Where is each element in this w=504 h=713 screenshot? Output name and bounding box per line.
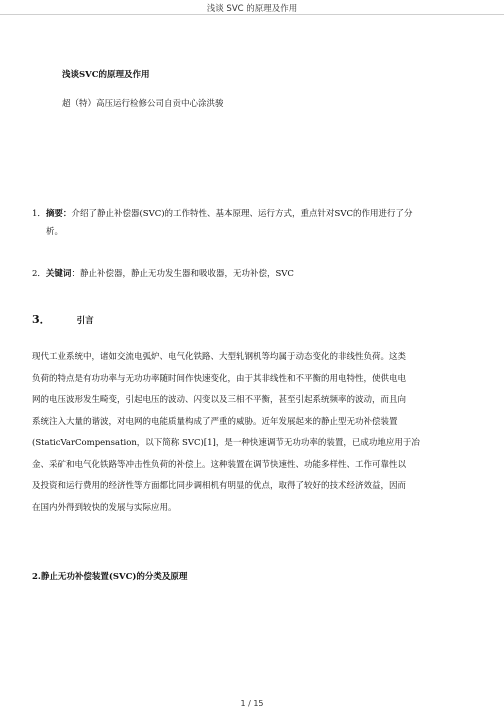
keywords-number: 2． bbox=[32, 269, 46, 279]
header-divider bbox=[0, 14, 504, 15]
section-3-number: 3． bbox=[32, 313, 51, 326]
keywords-label: 关键词 bbox=[45, 269, 72, 279]
keywords-text: ：静止补偿器，静止无功发生器和吸收器，无功补偿，SVC bbox=[71, 269, 294, 279]
intro-line: 在国内外得到较快的发展与实际应用。 bbox=[32, 502, 177, 513]
document-title: 浅谈SVC的原理及作用 bbox=[62, 70, 150, 80]
intro-line: 金、采矿和电气化铁路等冲击性负荷的补偿上。这种装置在调节快速性、功能多样性、工作可靠性以 bbox=[32, 459, 407, 470]
section-2-heading: 2.静止无功补偿装置(SVC)的分类及原理 bbox=[32, 572, 188, 582]
abstract-label: 摘要： bbox=[45, 209, 72, 219]
running-header: 浅谈 SVC 的原理及作用 bbox=[206, 4, 298, 14]
intro-line: 系统注入大量的谐波，对电网的电能质量构成了严重的威胁。近年发展起来的静止型无功补偿装置 bbox=[32, 416, 398, 427]
intro-line: 及投资和运行费用的经济性等方面都比同步调相机有明显的优点，取得了较好的技术经济效益，因而 bbox=[32, 481, 407, 491]
section-3-heading bbox=[32, 311, 94, 327]
intro-line: 现代工业系统中，诸如交流电弧炉、电气化铁路、大型轧钢机等均属于动态变化的非线性负荷。这类 bbox=[32, 352, 407, 362]
keywords-paragraph bbox=[32, 266, 472, 284]
intro-line: 网的电压波形发生畸变，引起电压的波动、闪变以及三相不平衡，甚至引起系统频率的波动，而且向 bbox=[32, 395, 407, 405]
abstract-paragraph bbox=[32, 206, 472, 241]
intro-line: 负荷的特点是有功功率与无功功率随时间作快速变化，由于其非线性和不平衡的用电特性，使供电电 bbox=[32, 373, 407, 384]
page-number: 1 / 15 bbox=[240, 699, 264, 708]
introduction-paragraph bbox=[32, 347, 472, 519]
section-3-title: 引言 bbox=[76, 316, 94, 326]
abstract-number: 1． bbox=[32, 209, 46, 219]
author-line: 超（特）高压运行检修公司自贡中心涂洪骏 bbox=[62, 99, 224, 109]
abstract-text-line-1: 介绍了静止补偿器(SVC)的工作特性、基本原理、运行方式，重点针对SVC的作用进行了分 bbox=[71, 209, 413, 219]
abstract-text-line-2: 析。 bbox=[46, 226, 64, 237]
intro-line: (StaticVarCompensation，以下简称 SVC)[1]，是一种快速调节无功功率的装置，已成功地应用于冶 bbox=[32, 438, 420, 448]
